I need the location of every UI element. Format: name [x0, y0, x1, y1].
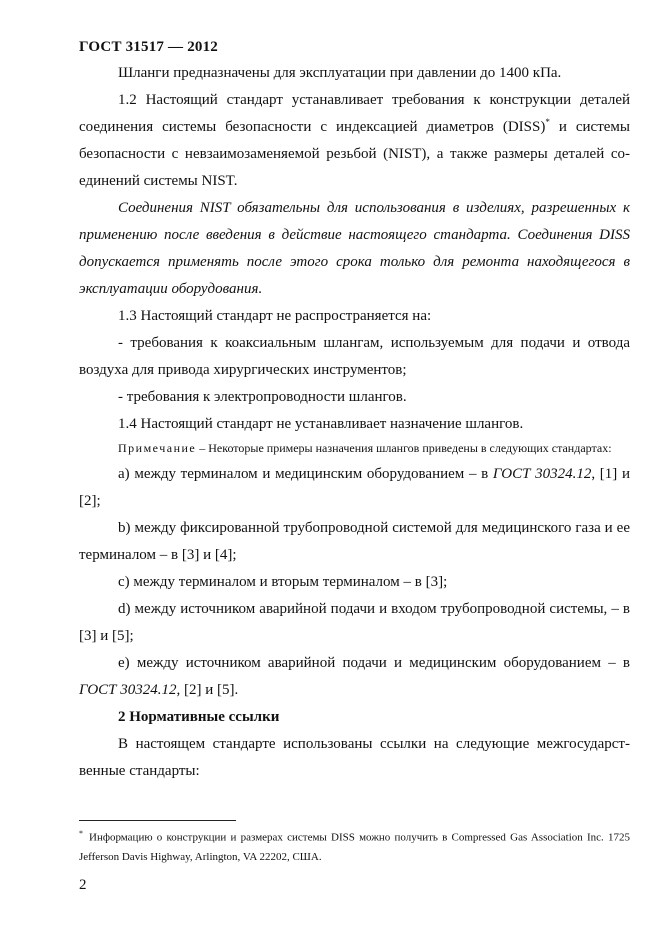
footnote-reference: *	[545, 117, 550, 127]
section-heading: 2 Нормативные ссылки	[118, 709, 280, 725]
paragraph-1-2	[79, 87, 630, 195]
note-text: – Некоторые примеры назначения шлангов приведены в следующих стандартах:	[196, 441, 612, 455]
paragraph-references: В настоящем стандарте использованы ссылки на следующие межгосударственные стандарты:	[79, 736, 630, 779]
paragraph-pressure: Шланги предназначены для эксплуатации при давлении до 1400 кПа.	[118, 65, 562, 81]
note-label: Примечание	[118, 441, 197, 455]
list-item-e-tail: , [2] и [5].	[176, 682, 239, 698]
list-item-b: b) между фиксированной трубопроводной системой для медицинского газа и ее терминалом – в [3] и [4];	[79, 520, 630, 563]
paragraph-1-4: 1.4 Настоящий стандарт не устанавливает назначение шлангов.	[118, 416, 524, 432]
list-item-a	[79, 461, 630, 515]
list-item-a-tail: , [1] и [2];	[79, 466, 630, 509]
list-item-d: d) между источником аварийной подачи и входом трубопроводной системы, – в [3] и [5];	[79, 601, 630, 644]
list-item-e-ref: ГОСТ 30324.12	[79, 682, 177, 698]
paragraph-nist-diss: Соединения NIST обязательны для использования в изделиях, разрешенных к применению после введения в действие настоящего стандарта. Соединения DISS допускается применять после этого срока только для ремонта находящегося в эксплуатации оборудования.	[79, 200, 630, 297]
page-number: 2	[79, 877, 87, 893]
paragraph-1-2-part-b: и системы безопасности с невзаимозаменяемой резьбой (NIST), а также размеры деталей соединений системы NIST.	[79, 119, 631, 189]
paragraph-1-3: 1.3 Настоящий стандарт не распространяется на:	[118, 308, 432, 324]
list-item-coaxial: - требования к коаксиальным шлангам, используемым для подачи и отвода воздуха для привода хирургических инструментов;	[79, 335, 630, 378]
footnote-mark: *	[79, 829, 83, 838]
footnote-text: Информацию о конструкции и размерах системы DISS можно получить в Compressed Gas Association Inc. 1725 Jefferson Davis Highway, Arlington, VA 22202, США.	[79, 831, 630, 863]
list-item-a-ref: ГОСТ 30324.12	[492, 466, 592, 482]
note	[79, 438, 630, 458]
document-header: ГОСТ 31517 — 2012	[79, 39, 219, 55]
footnote	[79, 824, 630, 867]
list-item-a-text: a) между терминалом и медицинским оборудованием – в	[118, 466, 493, 482]
footnote-divider	[79, 820, 236, 821]
list-item-conductivity: - требования к электропроводности шлангов.	[118, 389, 407, 405]
list-item-e-text: e) между источником аварийной подачи и медицинским оборудованием – в	[118, 655, 630, 671]
document-body	[79, 60, 630, 785]
list-item-c: c) между терминалом и вторым терминалом – в [3];	[118, 574, 448, 590]
paragraph-1-2-part-a: 1.2 Настоящий стандарт устанавливает требования к конструкции деталей соединения системы безопасности с индексацией диаметров (DISS)	[79, 92, 630, 135]
list-item-e	[79, 650, 630, 704]
